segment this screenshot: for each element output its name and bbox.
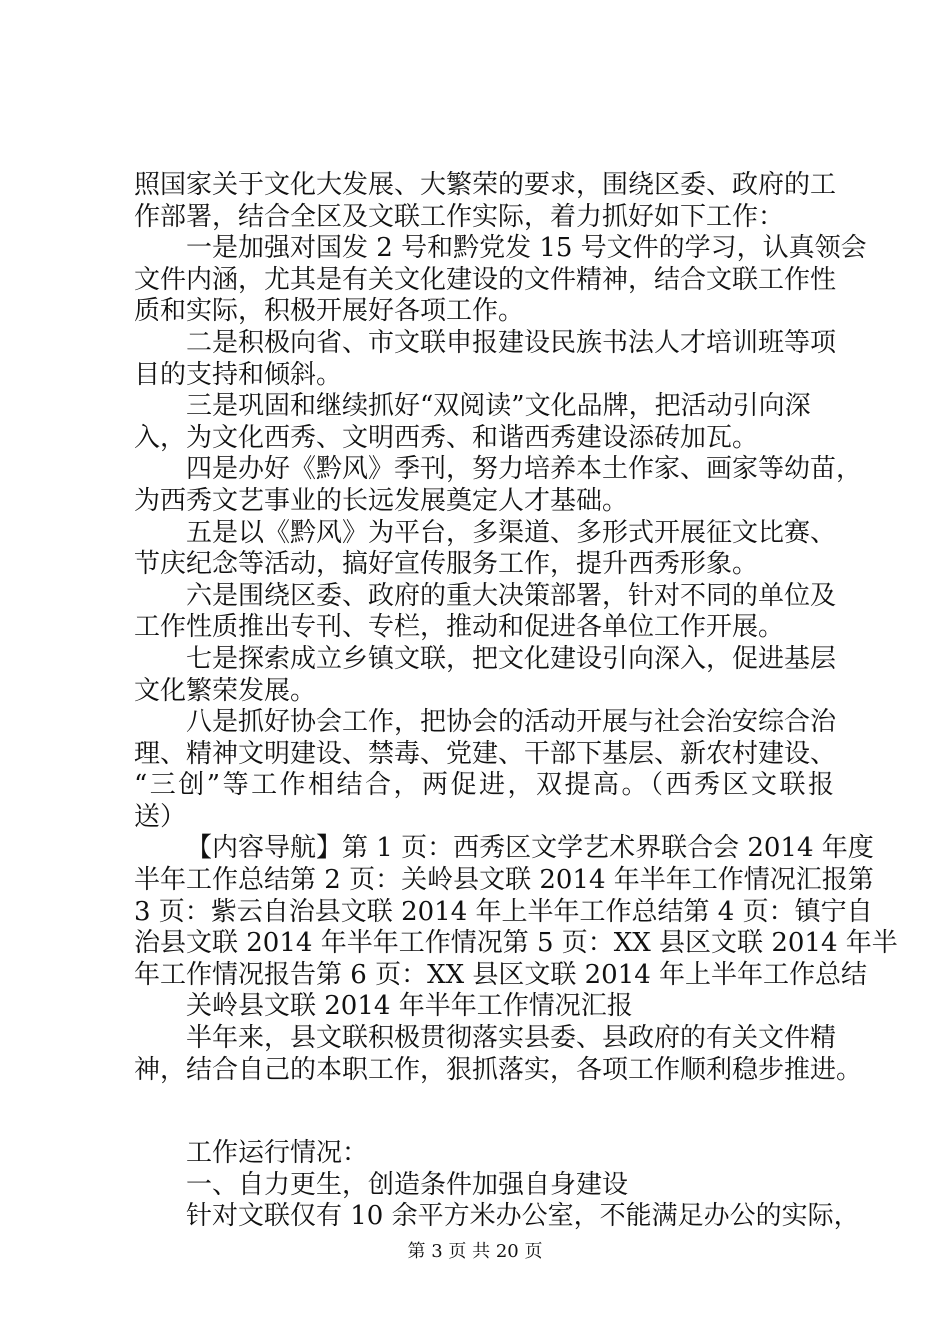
text-line: 送） [134, 801, 187, 832]
document-body [134, 170, 898, 1233]
text-line: 年工作情况报告第 6 页：XX 县区文联 2014 年上半年工作总结 [134, 959, 868, 990]
text-line: 治县文联 2014 年半年工作情况第 5 页：XX 县区文联 2014 年半 [134, 928, 898, 959]
text-line: 八是抓好协会工作，把协会的活动开展与社会治安综合治 [186, 707, 837, 738]
text-line: 质和实际，积极开展好各项工作。 [134, 296, 525, 327]
page-footer: 第 3 页 共 20 页 [407, 1241, 543, 1262]
text-line: 节庆纪念等活动，搞好宣传服务工作，提升西秀形象。 [134, 549, 759, 580]
blank-line [134, 1086, 834, 1138]
text-line: 理、精神文明建设、禁毒、党建、干部下基层、新农村建设、 [134, 738, 837, 769]
text-line: 关岭县文联 2014 年半年工作情况汇报 [186, 991, 633, 1022]
text-line: 文化繁荣发展。 [134, 675, 317, 706]
text-line: “三创”等工作相结合，两促进，双提高。（西秀区文联报 [134, 770, 834, 801]
text-line: 工作运行情况： [186, 1138, 369, 1169]
text-line: 一、自力更生，创造条件加强自身建设 [186, 1169, 629, 1200]
text-line: 七是探索成立乡镇文联，把文化建设引向深入，促进基层 [186, 643, 837, 674]
text-line: 半年工作总结第 2 页：关岭县文联 2014 年半年工作情况汇报第 [134, 865, 874, 896]
text-line: 【内容导航】第 1 页：西秀区文学艺术界联合会 2014 年度 [186, 833, 874, 864]
text-line: 目的支持和倾斜。 [134, 359, 343, 390]
text-line: 入，为文化西秀、文明西秀、和谐西秀建设添砖加瓦。 [134, 422, 759, 453]
text-line: 三是巩固和继续抓好“双阅读”文化品牌，把活动引向深 [186, 391, 811, 422]
text-line: 六是围绕区委、政府的重大决策部署，针对不同的单位及 [186, 580, 837, 611]
text-line: 针对文联仅有 10 余平方米办公室，不能满足办公的实际， [186, 1201, 860, 1232]
text-line: 文件内涵，尤其是有关文化建设的文件精神，结合文联工作性 [134, 264, 837, 295]
text-line: 一是加强对国发 2 号和黔党发 15 号文件的学习，认真领会 [186, 233, 867, 264]
text-line: 作部署，结合全区及文联工作实际，着力抓好如下工作： [134, 201, 785, 232]
text-line: 二是积极向省、市文联申报建设民族书法人才培训班等项 [186, 327, 837, 358]
text-line: 为西秀文艺事业的长远发展奠定人才基础。 [134, 485, 629, 516]
text-line: 3 页：紫云自治县文联 2014 年上半年工作总结第 4 页：镇宁自 [134, 896, 873, 927]
text-line: 照国家关于文化大发展、大繁荣的要求，围绕区委、政府的工 [134, 170, 837, 200]
text-line: 四是办好《黔风》季刊，努力培养本土作家、画家等幼苗， [186, 454, 863, 485]
text-line: 神，结合自己的本职工作，狠抓落实，各项工作顺利稳步推进。 [134, 1054, 863, 1085]
text-line: 工作性质推出专刊、专栏，推动和促进各单位工作开展。 [134, 612, 785, 643]
text-line: 半年来，县文联积极贯彻落实县委、县政府的有关文件精 [186, 1023, 837, 1054]
text-line: 五是以《黔风》为平台，多渠道、多形式开展征文比赛、 [186, 517, 837, 548]
